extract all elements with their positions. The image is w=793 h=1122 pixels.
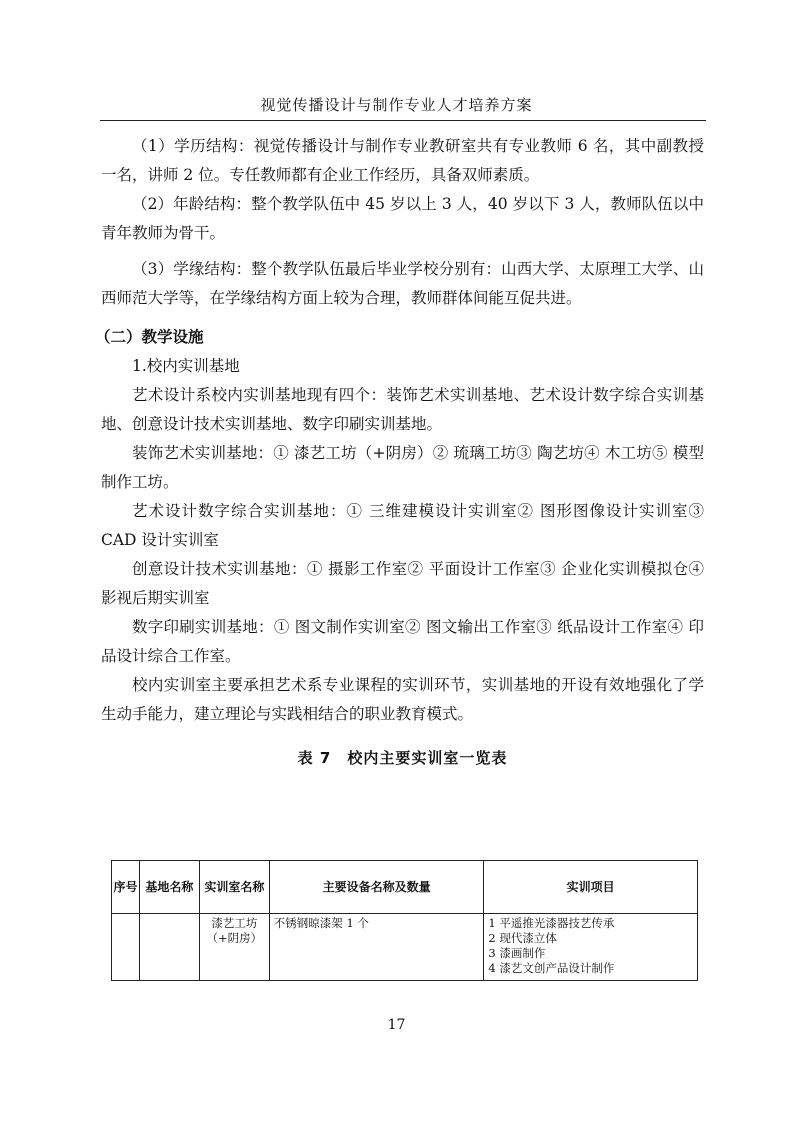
paragraph-school: （3）学缘结构：整个教学队伍最后毕业学校分别有：山西大学、太原理工大学、山西师范大学等，在学缘结构方面上较为合理，教师群体间能互促共进。: [101, 260, 704, 307]
col-header-projects: 实训项目: [484, 861, 698, 914]
section-heading: （二）教学设施: [95, 328, 204, 346]
cell-equipment: 不锈钢晾漆架 1 个: [269, 914, 484, 981]
project-item: 1 平遥推光漆器技艺传承: [488, 916, 615, 930]
table-header-row: [112, 861, 698, 914]
paragraph-education: （1）学历结构：视觉传播设计与制作专业教研室共有专业教师 6 名，其中副教授一名，讲师 2 位。专任教师都有企业工作经历，具备双师素质。: [101, 137, 704, 184]
paragraph-digital-base: 艺术设计数字综合实训基地：① 三维建模设计实训室② 图形图像设计实训室③ CAD 设计实训室: [101, 502, 704, 549]
cell-projects: [484, 914, 698, 981]
col-header-base: 基地名称: [139, 861, 199, 914]
cell-no: [112, 914, 140, 981]
project-item: 3 漆画制作: [488, 946, 546, 960]
paragraph-bases: 艺术设计系校内实训基地现有四个：装饰艺术实训基地、艺术设计数字综合实训基地、创意设计技术实训基地、数字印刷实训基地。: [101, 386, 704, 433]
paragraph-decor-base: 装饰艺术实训基地：① 漆艺工坊（+阴房）② 琉璃工坊③ 陶艺坊④ 木工坊⑤ 模型制作工坊。: [101, 444, 704, 491]
col-header-room: 实训室名称: [199, 861, 269, 914]
paragraph-creative-base: 创意设计技术实训基地：① 摄影工作室② 平面设计工作室③ 企业化实训模拟仓④ 影视后期实训室: [101, 560, 704, 607]
table-caption: 表 7 校内主要实训室一览表: [297, 749, 508, 767]
cell-room: 漆艺工坊（+阴房）: [199, 914, 269, 981]
table-row: [112, 914, 698, 981]
page-number: 17: [387, 1017, 406, 1033]
cell-base: [139, 914, 199, 981]
project-item: 2 现代漆立体: [488, 931, 557, 945]
col-header-no: 序号: [112, 861, 140, 914]
training-rooms-table: [111, 860, 698, 981]
paragraph-summary: 校内实训室主要承担艺术系专业课程的实训环节，实训基地的开设有效地强化了学生动手能力，建立理论与实践相结合的职业教育模式。: [101, 676, 704, 723]
body-content: [95, 132, 704, 768]
header-rule: [100, 120, 706, 121]
col-header-equipment: 主要设备名称及数量: [269, 861, 484, 914]
paragraph-age: （2）年龄结构：整个教学队伍中 45 岁以上 3 人，40 岁以下 3 人，教师队伍以中青年教师为骨干。: [101, 195, 704, 242]
running-header: 视觉传播设计与制作专业人才培养方案: [260, 96, 533, 114]
project-item: 4 漆艺文创产品设计制作: [488, 961, 615, 975]
subheading: 1.校内实训基地: [132, 357, 240, 375]
paragraph-print-base: 数字印刷实训基地：① 图文制作实训室② 图文输出工作室③ 纸品设计工作室④ 印品设计综合工作室。: [101, 618, 704, 665]
